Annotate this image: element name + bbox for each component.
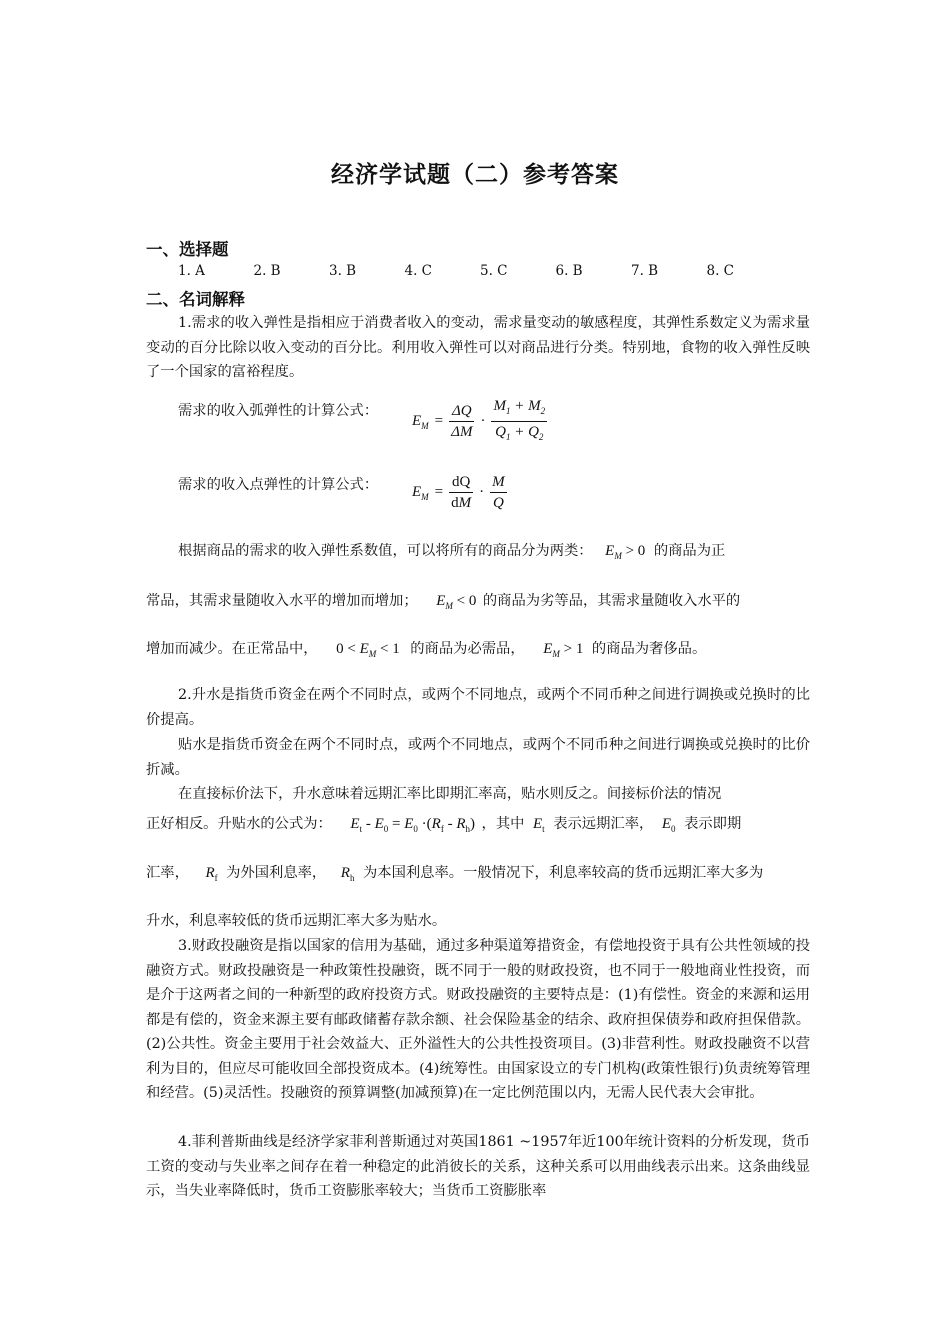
text-segment: 表示远期汇率，	[553, 816, 654, 832]
answer-item: 7. B	[631, 263, 659, 279]
text-segment: 正好相反。升贴水的公式为：	[146, 816, 332, 832]
text-segment: 的商品为奢侈品。	[591, 641, 707, 657]
section-heading-terms: 二、名词解释	[146, 290, 245, 309]
answer-item: 3. B	[329, 263, 357, 279]
classification-line-1: 根据商品的需求的收入弹性系数值，可以将所有的商品分为两类： $E_M > 0$ 的商品为正	[178, 543, 726, 561]
arc-elasticity-formula: $E_M$ = $\frac{\Delta Q}{\Delta M}$ · $\frac{M_1 + M_2}{Q_1 + Q_2}$	[412, 398, 546, 442]
answer-item: 1. A	[178, 263, 205, 279]
choice-answers	[178, 263, 782, 279]
paragraph-income-elasticity: 1.需求的收入弹性是指相应于消费者收入的变动，需求量变动的敏感程度，其弹性系数定义为需求量变动的百分比除以收入变动的百分比。利用收入弹性可以对商品进行分类。特别地，食物的收入弹性反映了一个国家的富裕程度。	[146, 315, 810, 380]
paragraph-fiscal-investment: 3.财政投融资是指以国家的信用为基础，通过多种渠道筹措资金，有偿地投资于具有公共性领域的投融资方式。财政投融资是一种政策性投融资，既不同于一般的财政投资，也不同于一般地商业性投资，而是介于这两者之间的一种新型的政府投资方式。财政投融资的主要特点是：(1)有偿性。资金的来源和运用都是有偿的，资金来源主要有邮政储蓄存款余额、社会保险基金的结余、政府担保债券和政府担保借款。(2)公共性。资金主要用于社会效益大、正外溢性大的公共性投资项目。(3)非营利性。财政投融资不以营利为目的，但应尽可能收回全部投资成本。(4)统筹性。由国家设立的专门机构(政策性银行)负责统筹管理和经营。(5)灵活性。投融资的预算调整(加减预算)在一定比例范围以内，无需人民代表大会审批。	[146, 938, 810, 1101]
text-segment: 的商品为正	[653, 543, 726, 559]
page-title: 经济学试题（二）参考答案	[331, 162, 619, 188]
text-segment: 表示即期	[684, 816, 742, 832]
paragraph-phillips-curve: 4.菲利普斯曲线是经济学家菲利普斯通过对英国1861 ~1957年近100年统计资料的分析发现，货币工资的变动与失业率之间存在着一种稳定的此消彼长的关系，这种关系可以用曲线表示出来。这条曲线显示，当失业率降低时，货币工资膨胀率较大；当货币工资膨胀率	[146, 1134, 810, 1199]
paragraph-discount: 贴水是指货币资金在两个不同时点，或两个不同地点，或两个不同币种之间进行调换或兑换时的比价折减。	[146, 737, 810, 778]
paragraph-quotation-intro: 在直接标价法下，升水意味着远期汇率比即期汇率高，贴水则反之。间接标价法的情况	[178, 786, 722, 802]
classification-line-2: 常品，其需求量随收入水平的增加而增加； $E_M < 0$ 的商品为劣等品，其需求量随收入水平的	[146, 593, 741, 611]
text-segment: 根据商品的需求的收入弹性系数值，可以将所有的商品分为两类：	[178, 543, 593, 559]
text-segment: 汇率，	[146, 865, 189, 881]
answer-item: 2. B	[253, 263, 281, 279]
text-segment: 增加而减少。在正常品中，	[146, 641, 318, 657]
text-segment: 为本国利息率。一般情况下，利息率较高的货币远期汇率大多为	[363, 865, 764, 881]
rate-definition-line: 汇率， $R_f$ 为外国利息率， $R_h$ 为本国利息率。一般情况下，利息率较高的货币远期汇率大多为	[146, 865, 764, 883]
premium-conclusion-line: 升水，利息率较低的货币远期汇率大多为贴水。	[146, 913, 447, 929]
arc-formula-label: 需求的收入弧弹性的计算公式：	[178, 403, 379, 419]
premium-formula-line: 正好相反。升贴水的公式为： $E_t - E_0 = E_0 \cdot(R_f - R_h)$ ，其中 $E_t$ 表示远期汇率， $E_0$ 表示即期	[146, 816, 742, 834]
text-segment: 的商品为劣等品，其需求量随收入水平的	[482, 593, 741, 609]
text-segment: 为外国利息率，	[226, 865, 327, 881]
text-segment: ，其中	[481, 816, 525, 832]
text-segment: 常品，其需求量随收入水平的增加而增加；	[146, 593, 418, 609]
answer-item: 5. C	[480, 263, 508, 279]
point-elasticity-formula: $E_M$ = $\frac{dQ}{dM}$ · $\frac{M}{Q}$	[412, 474, 505, 511]
section-heading-choice: 一、选择题	[146, 240, 229, 259]
classification-line-3: 增加而减少。在正常品中， $0 < E_M < 1$ 的商品为必需品， $E_M > 1$ 的商品为奢侈品。	[146, 641, 707, 659]
answer-item: 8. C	[706, 263, 735, 279]
answer-item: 6. B	[555, 263, 583, 279]
point-formula-label: 需求的收入点弹性的计算公式：	[178, 477, 379, 493]
text-segment: 的商品为必需品，	[410, 641, 525, 657]
answer-item: 4. C	[404, 263, 433, 279]
paragraph-premium: 2.升水是指货币资金在两个不同时点，或两个不同地点，或两个不同币种之间进行调换或兑换时的比价提高。	[146, 687, 810, 728]
